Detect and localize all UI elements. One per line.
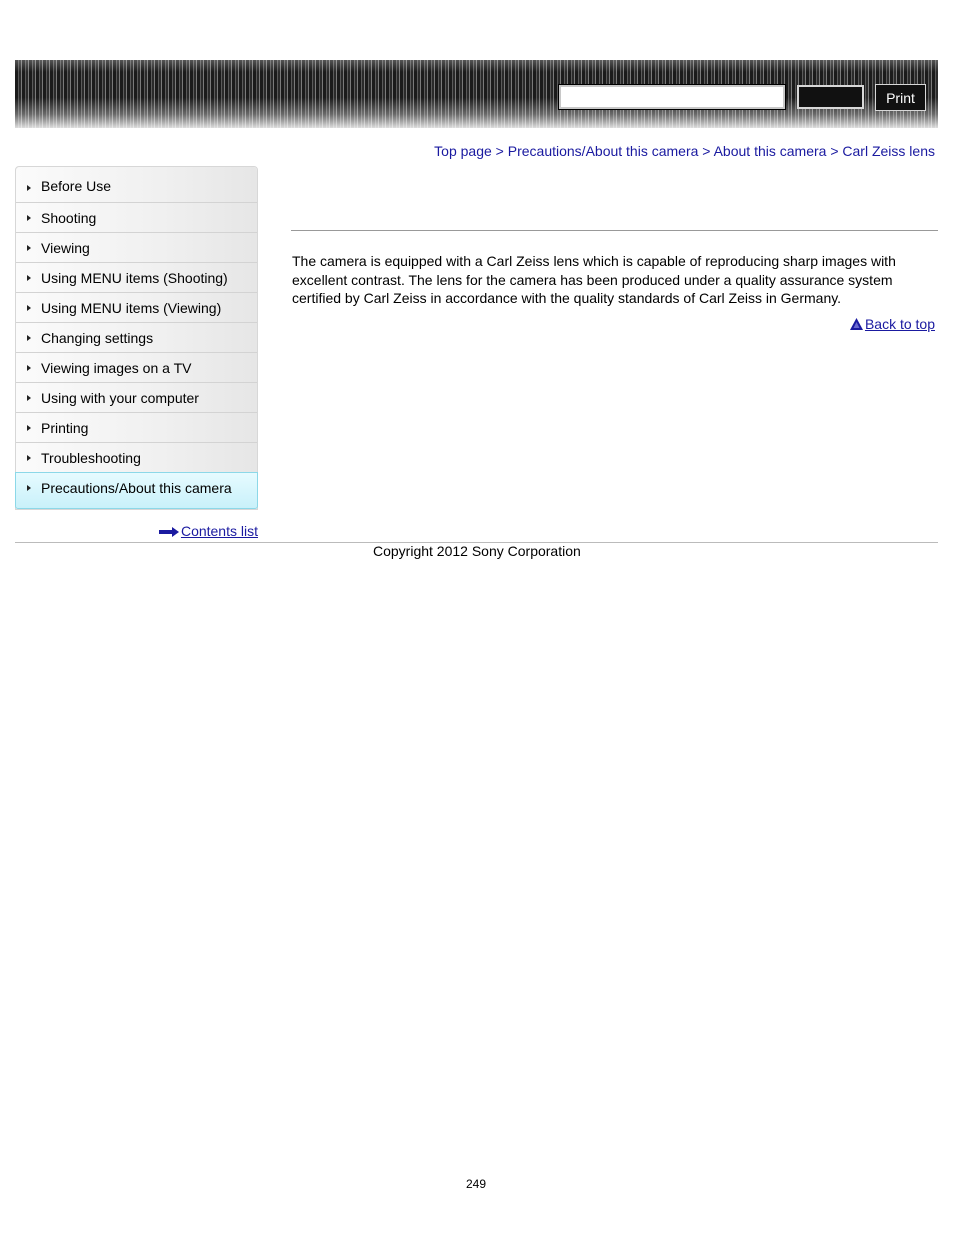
copyright-text: Copyright 2012 Sony Corporation [373,543,581,559]
title-divider [291,230,938,231]
sidebar-item-viewing-on-tv[interactable] [16,352,257,382]
sidebar-item-troubleshooting[interactable] [16,442,257,472]
sidebar-menu [15,166,258,510]
sidebar-item-shooting[interactable] [16,202,257,232]
contents-list-link[interactable] [159,523,258,539]
sidebar-item-label: Shooting [41,210,97,226]
triangle-right-icon [27,245,31,251]
arrow-right-icon [159,527,179,537]
header-shine [15,60,938,72]
sidebar-item-label: Using with your computer [41,390,199,406]
sidebar-item-label: Viewing [41,240,90,256]
sidebar-item-using-computer[interactable] [16,382,257,412]
page-number: 249 [466,1177,487,1191]
header-bar [15,60,938,128]
sidebar-item-label: Changing settings [41,330,154,346]
triangle-right-icon [27,305,31,311]
triangle-right-icon [27,365,31,371]
search-button[interactable] [797,85,864,109]
breadcrumb-precautions[interactable]: Precautions/About this camera [507,143,699,159]
sidebar-item-label: Viewing images on a TV [41,360,192,376]
triangle-right-icon [27,455,31,461]
contents-list-label: Contents list [180,523,258,539]
breadcrumb-separator: > [702,143,714,159]
body-paragraph: The camera is equipped with a Carl Zeiss lens which is capable of reproducing sharp images with excellent contrast. The lens for the camera has been produced under a quality assurance system certified by Carl Zeiss in accordance with the quality standards of Carl Zeiss in Germany. [292,253,896,306]
sidebar-item-menu-shooting[interactable] [16,262,257,292]
sidebar-item-label: Printing [41,420,89,436]
sidebar-item-label: Troubleshooting [41,450,141,466]
breadcrumb-top-page[interactable]: Top page [434,143,492,159]
triangle-right-icon [27,335,31,341]
sidebar-item-label: Precautions/About this camera [41,480,232,496]
breadcrumb-about-camera[interactable]: About this camera [713,143,827,159]
print-button[interactable]: Print [875,84,926,111]
triangle-up-icon [850,318,863,330]
triangle-right-icon [27,485,31,491]
sidebar-item-label: Using MENU items (Viewing) [41,300,222,316]
sidebar-item-changing-settings[interactable] [16,322,257,352]
sidebar-item-label: Using MENU items (Shooting) [41,270,228,286]
sidebar-item-precautions[interactable] [15,472,258,509]
triangle-right-icon [27,185,31,191]
back-to-top-link[interactable] [850,316,935,332]
sidebar-item-printing[interactable] [16,412,257,442]
sidebar-item-before-use[interactable] [16,167,257,202]
triangle-right-icon [27,395,31,401]
triangle-right-icon [27,275,31,281]
sidebar [15,166,258,539]
breadcrumb-separator: > [830,143,843,159]
triangle-right-icon [27,425,31,431]
sidebar-item-viewing[interactable] [16,232,257,262]
breadcrumb-separator: > [495,143,508,159]
sidebar-item-label: Before Use [41,178,112,194]
breadcrumb [434,143,935,159]
breadcrumb-carl-zeiss-lens[interactable]: Carl Zeiss lens [842,143,935,159]
search-input[interactable] [559,85,785,109]
sidebar-item-menu-viewing[interactable] [16,292,257,322]
triangle-right-icon [27,215,31,221]
back-to-top-label: Back to top [864,316,935,332]
